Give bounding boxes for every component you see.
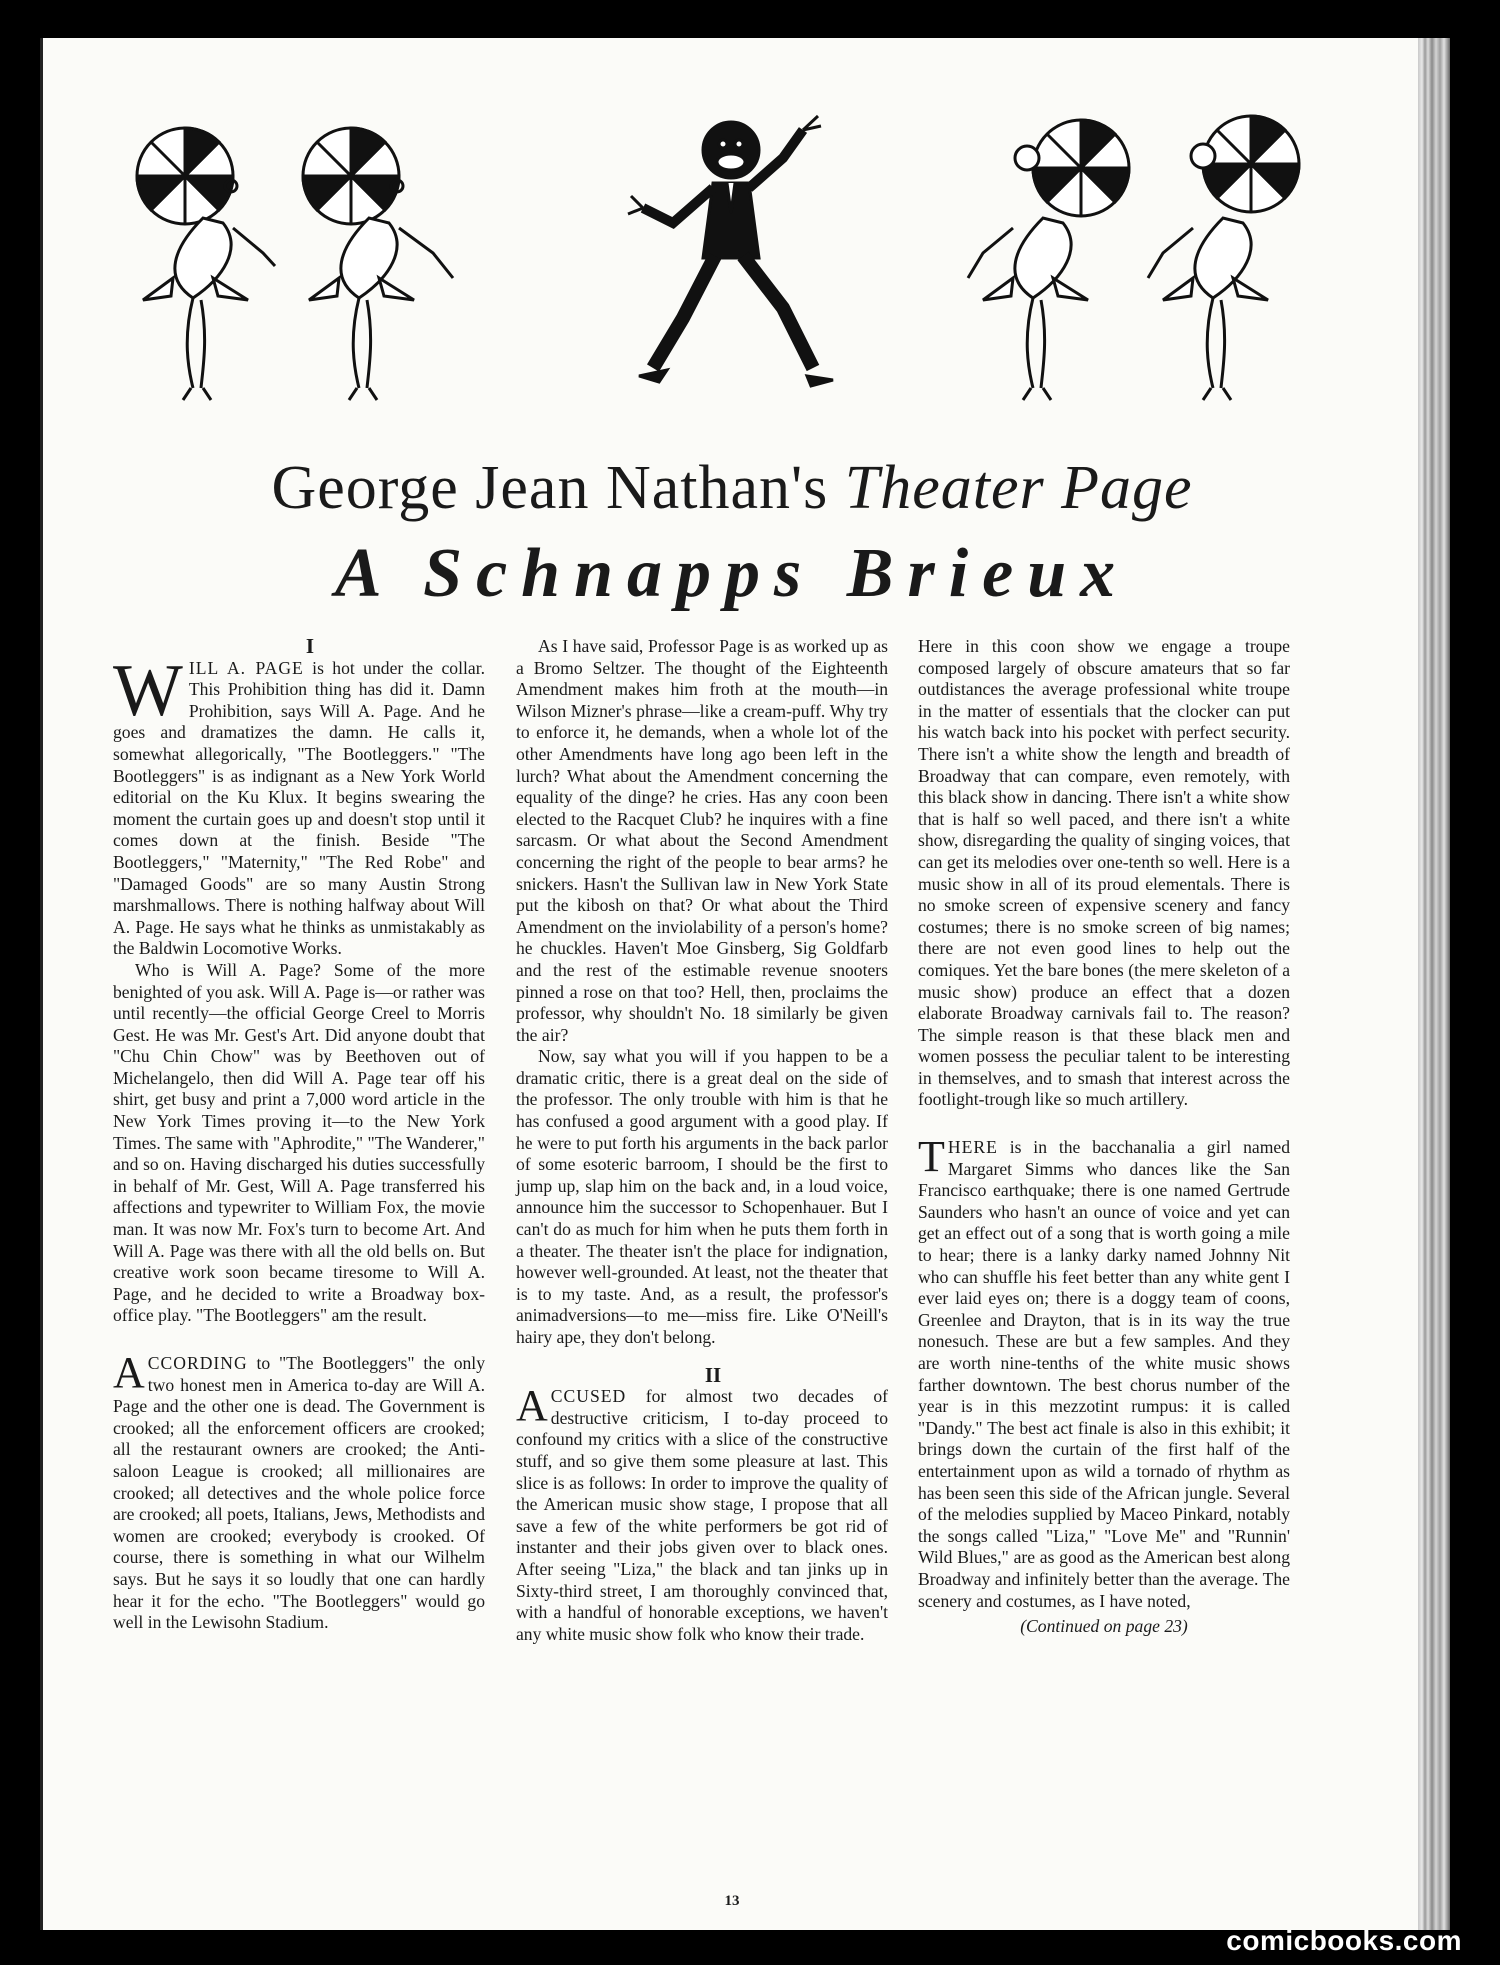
paragraph-text: for almost two decades of destructive criticism, I to-day proceed to confound my critics with a slice of the constructive stuff, and so give them some pleasure at last. This slice is as follows: In order to improve the quality of the American music show stage, I propose that all save a few of the white performers be got rid of instanter and their jobs given over to black ones. After seeing "Liza," the black and tan jinks up in Sixty-third street, I am thoroughly convinced that, with a handful of honorable exceptions, we haven't any white music show folk who know their trade. bbox=[516, 1386, 888, 1644]
continued-note: (Continued on page 23) bbox=[1020, 1616, 1188, 1637]
lead-in: CCORDING bbox=[147, 1353, 248, 1373]
title-italic: Theater Page bbox=[844, 454, 1193, 522]
paragraph bbox=[113, 649, 485, 960]
page-number: 13 bbox=[724, 1893, 740, 1909]
lead-in: CCUSED bbox=[550, 1386, 627, 1407]
paragraph-text: is in the bacchanalia a girl named Margaret Simms who dances like the San Francisco earthquake; there is one named Gertrude Saunders who hasn't an ounce of voice and yet can get an effect out of a song that is worth going a mile to hear; there is a lanky darky named Johnny Nit who can shuffle his feet better than any white gent I ever laid eyes on; there is a doggy team of coons, Greenlee and Drayton, that is in its way the true nonesuch. These are but a few samples. And they are worth nine-tenths of the white music shows farther downtown. The best chorus number of the year is in this mezzotint rumpus: it is called "Dandy." The best act finale is also in this exhibit; it brings down the curtain of the first half of the entertainment upon as wild a tornado of rhythm as has been seen this side of the African jungle. Several of the melodies supplied by Maceo Pinkard, notably the songs called "Liza," "Love Me" and "Runnin' Wild Blues," are as good as the American best along Broadway and infinitely better than the average. The scenery and costumes, as I have noted, bbox=[918, 1137, 1290, 1611]
paragraph: Who is Will A. Page? Some of the more benighted of you ask. Will A. Page is—or rather was until recently—the official George Creel to Morris Gest. He was Mr. Gest's Art. Did anyone doubt that "Chu Chin Chow" was by Beethoven out of Michelangelo, then did Will A. Page tear off his shirt, get busy and print a 7,000 word article in the New York Times proving it—to the New York Times. The same with "Aphrodite," "The Wanderer," and so on. Having discharged his duties successfully in behalf of Mr. Gest, Will A. Page transferred his affections and typewriter to William Fox, the movie man. It was now Mr. Fox's turn to become Art. And Will A. Page was there with all the old bells on. But creative work soon became tiresome to Will A. Page, and he decided to write a Broadway box-office play. "The Bootleggers" am the result. bbox=[113, 959, 485, 1326]
dancers-illustration bbox=[43, 38, 1421, 438]
header-illustration bbox=[43, 38, 1421, 438]
paragraph-text: is hot under the collar. This Prohibition thing has did it. Damn Prohibition, says Will A. Page. And he goes and dramatizes the damn. He calls it, somewhat allegorically, "The Bootleggers." "The Bootleggers" is as indignant as a New York World editorial on the Ku Klux. It begins swearing the moment the curtain goes up and doesn't stop until it comes down at the finish. Beside "The Bootleggers," "Maternity," "The Red Robe" and "Damaged Goods" are so many Austin Strong marshmallows. There is nothing halfway about Will A. Page. He says what he thinks as unmistakably as the Baldwin Locomotive Works. bbox=[113, 657, 485, 959]
drop-cap: W bbox=[113, 649, 183, 732]
spacer bbox=[113, 1327, 485, 1353]
center-dancer bbox=[628, 116, 833, 386]
section-numeral-2: II bbox=[704, 1362, 722, 1387]
column-3 bbox=[918, 636, 1290, 1638]
column-1 bbox=[113, 636, 485, 1634]
article-title: A Schnapps Brieux bbox=[334, 535, 1130, 612]
page-edge bbox=[1418, 38, 1450, 1930]
lead-in: HERE bbox=[947, 1137, 998, 1158]
parasol-dancer-2 bbox=[303, 128, 453, 400]
paragraph-text: to "The Bootleggers" the only two honest men in America to-day are Will A. Page and the other one is dead. The Government is crooked; all the enforcement officers are crooked; all the restaurant owners are crooked; the Anti-saloon League is crooked; all millionaires are crooked; all detectives and the whole police force are crooked; all poets, Italians, Jews, Methodists and women are crooked; everybody is crooked. Of course, there is something in what our Wilhelm says. But he says it so loudly that one can hardly hear it for the echo. "The Bootleggers" would go well in the Lewisohn Stadium. bbox=[113, 1353, 485, 1633]
spacer bbox=[918, 1111, 1290, 1137]
initial-cap: T bbox=[918, 1132, 945, 1182]
magazine-page bbox=[40, 38, 1421, 1930]
paragraph: Here in this coon show we engage a troupe composed largely of obscure amateurs that so far outdistances the average professional white troupe in the matter of essentials that the clocker can put his watch back into his pocket with perfect security. There isn't a white show the length and breadth of Broadway that can compare, even remotely, with this black show in dancing. There isn't a white show that is half so well paced, and there isn't a white show, disregarding the quality of singing voices, that can get its melodies over one-tenth so well. Here is a music show in all of its proud elementals. There is no smoke screen of expensive scenery and fancy costumes; there is no smoke screen of big names; there are not even good lines to help out the comiques. Yet the bare bones (the mere skeleton of a music show) produce an effect that a dozen elaborate Broadway carnivals fail to. The reason? The simple reason is that these black men and women possess the peculiar talent to be interesting in themselves, and to smash that interest across the footlight-trough like so much artillery. bbox=[918, 636, 1290, 1110]
spacer bbox=[516, 1349, 888, 1365]
section-numeral-1: I bbox=[305, 634, 315, 658]
column-2 bbox=[516, 636, 888, 1645]
initial-cap: A bbox=[113, 1348, 145, 1397]
parasol-dancer-3 bbox=[968, 120, 1129, 400]
lead-in: ILL A. PAGE bbox=[188, 657, 304, 678]
parasol-dancer-4 bbox=[1148, 116, 1299, 400]
paragraph: Now, say what you will if you happen to be a dramatic critic, there is a great deal on the side of the professor. The only trouble with him is that he has confused a good argument with a good play. If he were to put forth his arguments in the back parlor of some esoteric barroom, I should be the first to jump up, slap him on the back and, in a loud voice, announce him the successor to Schopenhauer. But I can't do as much for him when he puts them forth in a theater. The theater isn't the place for indignation, however well-grounded. At least, not the theater that is to my taste. And, as a result, the professor's animadversions—to me—miss fire. Like O'Neill's hairy ape, they don't belong. bbox=[516, 1046, 888, 1347]
watermark: comicbooks.com bbox=[1226, 1925, 1462, 1956]
paragraph: As I have said, Professor Page is as worked up as a Bromo Seltzer. The thought of the Eighteenth Amendment makes him froth at the mouth—in Wilson Mizner's phrase—like a cream-puff. Why try to enforce it, he demands, when a whole lot of the other Amendments have long ago been left in the lurch? What about the Amendment concerning the equality of the dinge? he cries. Has any coon been elected to the Racquet Club? he inquires with a fine sarcasm. Or what about the Second Amendment concerning the right of the people to bear arms? he snickers. Hasn't the Sullivan law in New York State put the kibosh on that? Or what about the Third Amendment on the inviolability of a person's home? he chuckles. Haven't Moe Ginsberg, Sig Goldfarb and the rest of the estimable revenue snooters pinned a rose on that too? Hell, then, proclaims the professor, why shouldn't No. 18 similarly be given the air? bbox=[516, 636, 888, 1045]
paragraph bbox=[516, 1381, 888, 1645]
title-main: George Jean Nathan's bbox=[271, 454, 829, 522]
parasol-dancer-1 bbox=[137, 128, 275, 400]
paragraph bbox=[113, 1348, 485, 1634]
paragraph bbox=[918, 1132, 1290, 1612]
headline bbox=[43, 453, 1421, 614]
initial-cap: A bbox=[516, 1381, 548, 1431]
page-title bbox=[43, 453, 1421, 524]
